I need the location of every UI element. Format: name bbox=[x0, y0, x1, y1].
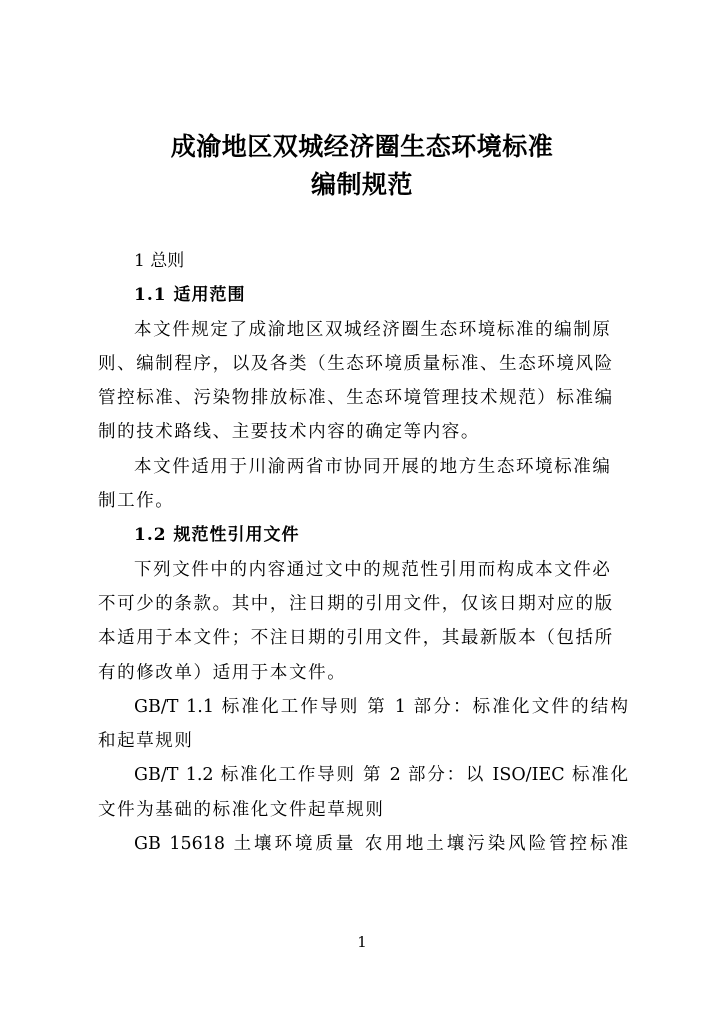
paragraph-line: 则、编制程序，以及各类（生态环境质量标准、生态环境风险 bbox=[98, 353, 614, 374]
paragraph-line: 制工作。 bbox=[98, 491, 175, 512]
reference-gb-t-1-1: GB/T 1.1 标准化工作导则 第 1 部分：标准化文件的结构 bbox=[134, 696, 628, 717]
paragraph-line: 下列文件中的内容通过文中的规范性引用而构成本文件必 bbox=[134, 559, 612, 580]
reference-gb-t-1-1-continued: 和起草规则 bbox=[98, 731, 194, 752]
title-line-1: 成渝地区双城经济圈生态环境标准 bbox=[170, 132, 554, 161]
page-number: 1 bbox=[357, 933, 367, 951]
title-line-2: 编制规范 bbox=[310, 170, 413, 199]
reference-gb-t-1-2-continued: 文件为基础的标准化文件起草规则 bbox=[98, 799, 385, 820]
section-1-2-heading: 1.2 规范性引用文件 bbox=[134, 525, 300, 546]
paragraph-line: 本适用于本文件；不注日期的引用文件，其最新版本（包括所 bbox=[98, 628, 614, 649]
paragraph-line: 管控标准、污染物排放标准、生态环境管理技术规范）标准编 bbox=[98, 388, 614, 409]
paragraph-line: 不可少的条款。其中，注日期的引用文件，仅该日期对应的版 bbox=[98, 593, 614, 614]
reference-gb-15618: GB 15618 土壤环境质量 农用地土壤污染风险管控标准 bbox=[134, 834, 628, 855]
document-title bbox=[0, 128, 724, 204]
paragraph-line: 本文件规定了成渝地区双城经济圈生态环境标准的编制原 bbox=[134, 319, 612, 340]
document-body bbox=[98, 244, 628, 861]
paragraph-line: 有的修改单）适用于本文件。 bbox=[98, 662, 347, 683]
section-1-heading: 1 总则 bbox=[134, 251, 185, 271]
reference-gb-t-1-2: GB/T 1.2 标准化工作导则 第 2 部分：以 ISO/IEC 标准化 bbox=[134, 765, 628, 786]
paragraph-line: 本文件适用于川渝两省市协同开展的地方生态环境标准编 bbox=[134, 456, 612, 477]
section-1-1-heading: 1.1 适用范围 bbox=[134, 285, 246, 306]
paragraph-line: 制的技术路线、主要技术内容的确定等内容。 bbox=[98, 422, 480, 443]
